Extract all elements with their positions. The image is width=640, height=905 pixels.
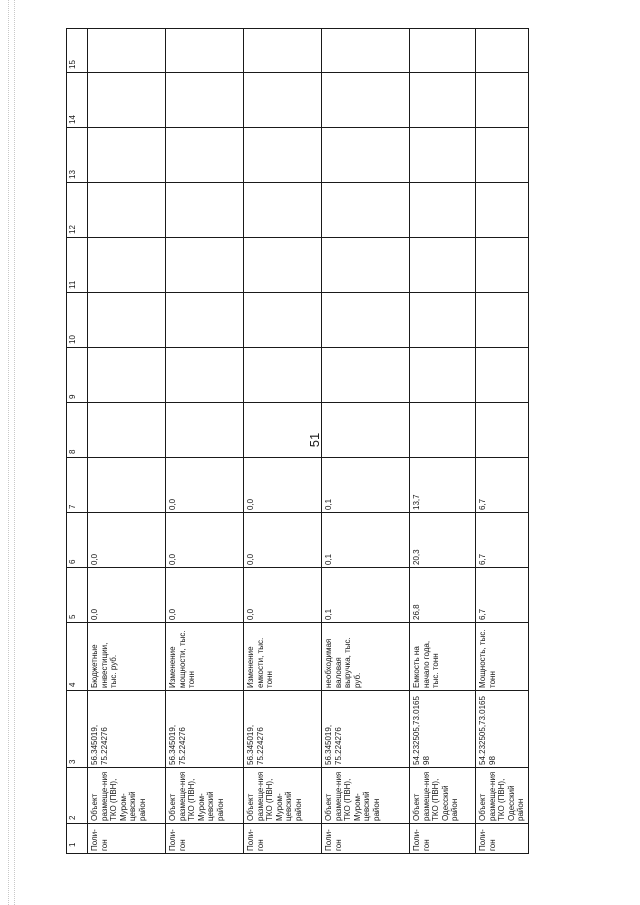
value-cell — [244, 348, 322, 403]
object-cell: Объект размеще-ния ТКО (ПВН), Муром-цевский район — [322, 768, 410, 824]
object-cell: Объект размеще-ния ТКО (ПВН), Одесский район — [410, 768, 476, 824]
coords-cell: 56.345019, 75.224276 — [166, 691, 244, 768]
value-cell — [410, 73, 476, 128]
value-cell — [88, 403, 166, 458]
value-cell — [88, 348, 166, 403]
value-cell: 0,0 — [88, 513, 166, 568]
value-cell: 0,0 — [166, 458, 244, 513]
table-row — [410, 29, 476, 854]
value-cell — [410, 29, 476, 73]
indicator-cell: Изменение мощности, тыс. тонн — [166, 623, 244, 691]
header-cell: 7 — [67, 458, 88, 513]
value-cell — [88, 128, 166, 183]
value-cell — [322, 403, 410, 458]
value-cell — [88, 238, 166, 293]
table-row — [322, 29, 410, 854]
value-cell — [476, 293, 529, 348]
indicator-cell: Изменение емкости, тыс. тонн — [244, 623, 322, 691]
value-cell: 0,0 — [244, 458, 322, 513]
value-cell — [244, 293, 322, 348]
value-cell: 0,0 — [88, 568, 166, 623]
value-cell — [244, 403, 322, 458]
value-cell — [166, 183, 244, 238]
table-row — [166, 29, 244, 854]
indicator-cell: Мощность, тыс. тонн — [476, 623, 529, 691]
value-cell — [166, 128, 244, 183]
indicator-cell: Емкость на начало года, тыс. тонн — [410, 623, 476, 691]
value-cell — [410, 128, 476, 183]
value-cell — [476, 238, 529, 293]
value-cell: 0,1 — [322, 458, 410, 513]
value-cell — [322, 293, 410, 348]
value-cell — [244, 29, 322, 73]
table-row — [244, 29, 322, 854]
value-cell — [410, 403, 476, 458]
value-cell — [166, 403, 244, 458]
coords-cell: 54.232505,73.016598 — [476, 691, 529, 768]
data-table — [66, 28, 529, 854]
value-cell — [410, 238, 476, 293]
type-cell: Поли-гон — [476, 824, 529, 854]
coords-cell: 56.345019, 75.224276 — [322, 691, 410, 768]
value-cell — [476, 73, 529, 128]
value-cell — [88, 29, 166, 73]
value-cell: 26,8 — [410, 568, 476, 623]
value-cell — [88, 73, 166, 128]
value-cell — [166, 73, 244, 128]
type-cell: Поли-гон — [88, 824, 166, 854]
header-cell: 11 — [67, 238, 88, 293]
value-cell — [322, 128, 410, 183]
value-cell — [476, 403, 529, 458]
value-cell — [244, 73, 322, 128]
value-cell — [410, 293, 476, 348]
table-row — [476, 29, 529, 854]
type-cell: Поли-гон — [166, 824, 244, 854]
header-cell: 2 — [67, 768, 88, 824]
value-cell: 20,3 — [410, 513, 476, 568]
indicator-cell: Бюджетные инвестиции, тыс. руб. — [88, 623, 166, 691]
value-cell — [322, 348, 410, 403]
header-cell: 3 — [67, 691, 88, 768]
type-cell: Поли-гон — [244, 824, 322, 854]
object-cell: Объект размеще-ния ТКО (ПВН), Муром-цевский район — [88, 768, 166, 824]
header-cell: 14 — [67, 73, 88, 128]
value-cell: 0,1 — [322, 513, 410, 568]
value-cell — [476, 183, 529, 238]
header-cell: 8 — [67, 403, 88, 458]
indicator-cell: необходимая валовая выручка, тыс. руб. — [322, 623, 410, 691]
header-cell: 15 — [67, 29, 88, 73]
header-cell: 13 — [67, 128, 88, 183]
header-cell: 5 — [67, 568, 88, 623]
value-cell — [410, 183, 476, 238]
value-cell — [322, 73, 410, 128]
value-cell — [88, 183, 166, 238]
object-cell: Объект размеще-ния ТКО (ПВН), Муром-цевский район — [244, 768, 322, 824]
value-cell: 0,0 — [244, 513, 322, 568]
value-cell — [410, 348, 476, 403]
header-cell: 4 — [67, 623, 88, 691]
value-cell — [322, 29, 410, 73]
header-cell: 6 — [67, 513, 88, 568]
header-row — [67, 29, 88, 854]
value-cell — [322, 238, 410, 293]
type-cell: Поли-гон — [410, 824, 476, 854]
value-cell — [88, 458, 166, 513]
value-cell: 0,0 — [244, 568, 322, 623]
coords-cell: 54.232505,73.016598 — [410, 691, 476, 768]
value-cell — [244, 183, 322, 238]
object-cell: Объект размеще-ния ТКО (ПВН), Одесский район — [476, 768, 529, 824]
type-cell: Поли-гон — [322, 824, 410, 854]
value-cell — [88, 293, 166, 348]
value-cell — [476, 128, 529, 183]
value-cell — [166, 238, 244, 293]
value-cell — [166, 293, 244, 348]
coords-cell: 56.345019, 75.224276 — [88, 691, 166, 768]
value-cell: 13,7 — [410, 458, 476, 513]
value-cell — [166, 29, 244, 73]
header-cell: 1 — [67, 824, 88, 854]
value-cell: 6,7 — [476, 568, 529, 623]
object-cell: Объект размеще-ния ТКО (ПВН), Муром-цевский район — [166, 768, 244, 824]
value-cell — [476, 348, 529, 403]
value-cell — [244, 128, 322, 183]
value-cell: 6,7 — [476, 513, 529, 568]
rotated-table-frame — [66, 29, 526, 854]
coords-cell: 56.345019, 75.224276 — [244, 691, 322, 768]
value-cell: 0,0 — [166, 513, 244, 568]
value-cell: 0,0 — [166, 568, 244, 623]
header-cell: 10 — [67, 293, 88, 348]
header-cell: 12 — [67, 183, 88, 238]
value-cell — [476, 29, 529, 73]
header-cell: 9 — [67, 348, 88, 403]
value-cell: 0,1 — [322, 568, 410, 623]
value-cell — [322, 183, 410, 238]
value-cell — [166, 348, 244, 403]
value-cell: 6,7 — [476, 458, 529, 513]
value-cell — [244, 238, 322, 293]
page-number: 51 — [306, 432, 322, 448]
table-row — [88, 29, 166, 854]
